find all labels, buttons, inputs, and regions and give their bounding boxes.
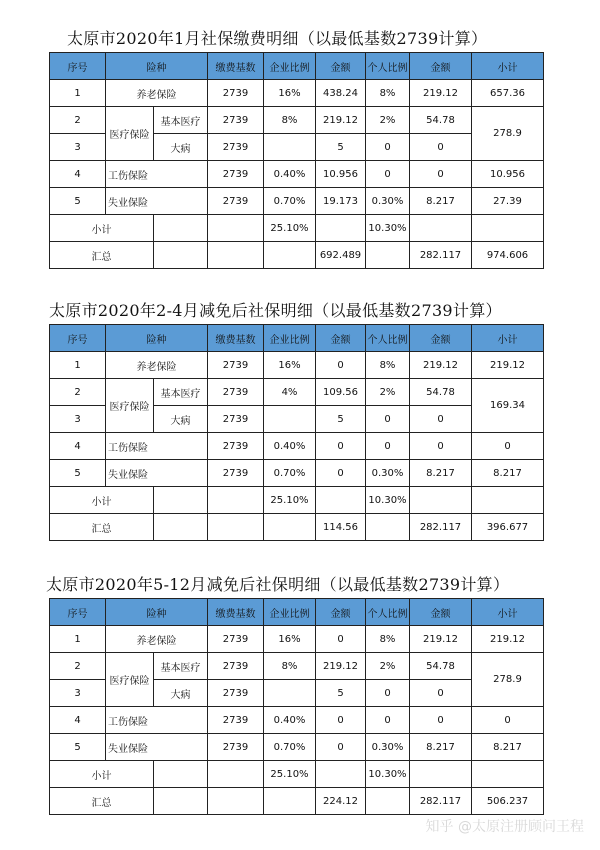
cell-type: 失业保险	[106, 734, 208, 761]
cell-company-rate: 16%	[264, 80, 316, 107]
cell-personal-rate: 10.30%	[366, 761, 410, 788]
cell-personal-amount: 282.117	[410, 242, 472, 269]
section-title: 太原市2020年5-12月减免后社保明细（以最低基数2739计算）	[46, 575, 510, 594]
cell-personal-amount: 219.12	[410, 626, 472, 653]
cell-empty	[264, 788, 316, 815]
cell-grand-total: 396.677	[472, 514, 544, 541]
cell-company-rate: 25.10%	[264, 487, 316, 514]
cell-subtotal-label: 小计	[50, 215, 154, 242]
cell-seq: 2	[50, 653, 106, 680]
cell-company-rate: 0.70%	[264, 460, 316, 487]
cell-seq: 3	[50, 680, 106, 707]
cell-personal-amount: 0	[410, 707, 472, 734]
cell-seq: 5	[50, 734, 106, 761]
cell-type: 工伤保险	[106, 433, 208, 460]
header-seq: 序号	[50, 325, 106, 352]
cell-company-rate	[264, 680, 316, 707]
cell-company-rate: 25.10%	[264, 215, 316, 242]
cell-base: 2739	[208, 161, 264, 188]
cell-medical-subtotal: 169.34	[472, 379, 544, 433]
cell-medical-subtotal: 278.9	[472, 653, 544, 707]
header-base: 缴费基数	[208, 325, 264, 352]
cell-company-rate: 0.70%	[264, 734, 316, 761]
header-personal-rate: 个人比例	[366, 53, 410, 80]
cell-company-amount: 114.56	[316, 514, 366, 541]
header-personal-rate: 个人比例	[366, 325, 410, 352]
cell-type: 大病	[154, 134, 208, 161]
cell-seq: 4	[50, 433, 106, 460]
cell-empty	[208, 761, 264, 788]
cell-personal-amount: 8.217	[410, 460, 472, 487]
cell-seq: 3	[50, 134, 106, 161]
cell-company-amount: 109.56	[316, 379, 366, 406]
cell-medical-group: 医疗保险	[106, 653, 154, 707]
cell-company-amount: 692.489	[316, 242, 366, 269]
cell-personal-rate: 0.30%	[366, 734, 410, 761]
cell-personal-rate: 8%	[366, 80, 410, 107]
cell-base: 2739	[208, 134, 264, 161]
cell-company-amount: 0	[316, 460, 366, 487]
cell-total-label: 汇总	[50, 788, 154, 815]
cell-company-amount: 0	[316, 433, 366, 460]
cell-base: 2739	[208, 188, 264, 215]
cell-company-amount: 219.12	[316, 653, 366, 680]
row-total	[50, 788, 544, 815]
cell-type: 养老保险	[106, 80, 208, 107]
cell-type: 基本医疗	[154, 107, 208, 134]
cell-seq: 1	[50, 352, 106, 379]
header-subtotal: 小计	[472, 325, 544, 352]
cell-personal-amount: 219.12	[410, 352, 472, 379]
cell-base: 2739	[208, 626, 264, 653]
cell-total-label: 汇总	[50, 242, 154, 269]
cell-type: 基本医疗	[154, 653, 208, 680]
header-company-rate: 企业比例	[264, 53, 316, 80]
cell-type: 失业保险	[106, 460, 208, 487]
cell-company-amount: 438.24	[316, 80, 366, 107]
row-subtotal	[50, 761, 544, 788]
cell-company-amount: 19.173	[316, 188, 366, 215]
cell-seq: 5	[50, 460, 106, 487]
header-type: 险种	[106, 325, 208, 352]
cell-company-amount: 219.12	[316, 107, 366, 134]
cell-seq: 1	[50, 626, 106, 653]
cell-empty	[154, 788, 208, 815]
cell-base: 2739	[208, 352, 264, 379]
row-basic-medical	[50, 653, 544, 680]
cell-grand-total: 974.606	[472, 242, 544, 269]
header-personal-amount: 金额	[410, 599, 472, 626]
cell-personal-amount: 282.117	[410, 514, 472, 541]
cell-company-amount: 0	[316, 734, 366, 761]
watermark: 知乎 @太原注册顾问王程	[425, 819, 584, 835]
cell-company-rate: 4%	[264, 379, 316, 406]
cell-empty	[366, 788, 410, 815]
header-row	[50, 599, 544, 626]
cell-personal-amount: 8.217	[410, 188, 472, 215]
cell-subtotal: 219.12	[472, 352, 544, 379]
cell-company-rate: 0.40%	[264, 433, 316, 460]
cell-personal-amount: 54.78	[410, 653, 472, 680]
cell-personal-rate: 0	[366, 406, 410, 433]
cell-type: 养老保险	[106, 352, 208, 379]
header-personal-rate: 个人比例	[366, 599, 410, 626]
cell-personal-rate: 2%	[366, 107, 410, 134]
cell-type: 养老保险	[106, 626, 208, 653]
header-company-amount: 金额	[316, 53, 366, 80]
header-personal-amount: 金额	[410, 325, 472, 352]
header-base: 缴费基数	[208, 53, 264, 80]
header-company-rate: 企业比例	[264, 325, 316, 352]
header-seq: 序号	[50, 599, 106, 626]
cell-personal-rate: 8%	[366, 626, 410, 653]
cell-medical-group: 医疗保险	[106, 379, 154, 433]
section-title: 太原市2020年2-4月减免后社保明细（以最低基数2739计算）	[49, 301, 502, 320]
cell-personal-rate: 0	[366, 707, 410, 734]
cell-personal-amount: 0	[410, 134, 472, 161]
cell-seq: 2	[50, 379, 106, 406]
cell-personal-amount: 0	[410, 406, 472, 433]
cell-company-amount: 0	[316, 707, 366, 734]
row-pension	[50, 626, 544, 653]
cell-company-rate: 8%	[264, 107, 316, 134]
cell-base: 2739	[208, 433, 264, 460]
cell-personal-amount: 282.117	[410, 788, 472, 815]
header-company-amount: 金额	[316, 325, 366, 352]
cell-personal-rate: 2%	[366, 379, 410, 406]
cell-subtotal: 219.12	[472, 626, 544, 653]
cell-seq: 3	[50, 406, 106, 433]
cell-company-amount: 0	[316, 352, 366, 379]
cell-personal-rate: 8%	[366, 352, 410, 379]
cell-personal-amount: 0	[410, 433, 472, 460]
cell-personal-rate: 10.30%	[366, 487, 410, 514]
cell-personal-rate: 0	[366, 161, 410, 188]
cell-base: 2739	[208, 460, 264, 487]
cell-subtotal: 0	[472, 433, 544, 460]
cell-empty	[410, 761, 472, 788]
cell-seq: 2	[50, 107, 106, 134]
cell-medical-group: 医疗保险	[106, 107, 154, 161]
cell-base: 2739	[208, 379, 264, 406]
cell-base: 2739	[208, 707, 264, 734]
cell-subtotal: 657.36	[472, 80, 544, 107]
cell-subtotal: 27.39	[472, 188, 544, 215]
cell-company-amount: 5	[316, 680, 366, 707]
cell-empty	[316, 761, 366, 788]
header-subtotal: 小计	[472, 599, 544, 626]
cell-company-amount: 5	[316, 134, 366, 161]
cell-type: 工伤保险	[106, 707, 208, 734]
cell-company-amount: 0	[316, 626, 366, 653]
cell-empty	[472, 761, 544, 788]
cell-company-rate: 0.40%	[264, 707, 316, 734]
cell-seq: 4	[50, 707, 106, 734]
cell-base: 2739	[208, 406, 264, 433]
cell-personal-rate: 0.30%	[366, 460, 410, 487]
cell-company-rate: 0.70%	[264, 188, 316, 215]
cell-type: 基本医疗	[154, 379, 208, 406]
header-type: 险种	[106, 599, 208, 626]
cell-personal-rate: 2%	[366, 653, 410, 680]
header-company-amount: 金额	[316, 599, 366, 626]
header-seq: 序号	[50, 53, 106, 80]
header-type: 险种	[106, 53, 208, 80]
header-personal-amount: 金额	[410, 53, 472, 80]
cell-company-rate: 25.10%	[264, 761, 316, 788]
cell-total-label: 汇总	[50, 514, 154, 541]
cell-type: 大病	[154, 406, 208, 433]
cell-company-amount: 5	[316, 406, 366, 433]
cell-company-amount: 224.12	[316, 788, 366, 815]
cell-personal-amount: 54.78	[410, 107, 472, 134]
header-base: 缴费基数	[208, 599, 264, 626]
cell-base: 2739	[208, 107, 264, 134]
cell-seq: 5	[50, 188, 106, 215]
cell-company-rate: 16%	[264, 626, 316, 653]
cell-company-rate: 8%	[264, 653, 316, 680]
row-injury	[50, 707, 544, 734]
cell-personal-rate: 0.30%	[366, 188, 410, 215]
cell-base: 2739	[208, 680, 264, 707]
cell-personal-rate: 0	[366, 433, 410, 460]
section-title: 太原市2020年1月社保缴费明细（以最低基数2739计算）	[67, 29, 488, 48]
cell-base: 2739	[208, 734, 264, 761]
cell-seq: 1	[50, 80, 106, 107]
cell-personal-amount: 0	[410, 161, 472, 188]
header-company-rate: 企业比例	[264, 599, 316, 626]
cell-personal-rate: 10.30%	[366, 215, 410, 242]
cell-seq: 4	[50, 161, 106, 188]
cell-grand-total: 506.237	[472, 788, 544, 815]
cell-company-amount: 10.956	[316, 161, 366, 188]
cell-medical-subtotal: 278.9	[472, 107, 544, 161]
header-subtotal: 小计	[472, 53, 544, 80]
cell-subtotal: 8.217	[472, 734, 544, 761]
cell-empty	[208, 788, 264, 815]
cell-personal-rate: 0	[366, 680, 410, 707]
cell-personal-amount: 0	[410, 680, 472, 707]
cell-type: 大病	[154, 680, 208, 707]
cell-subtotal-label: 小计	[50, 487, 154, 514]
cell-type: 工伤保险	[106, 161, 208, 188]
cell-personal-amount: 219.12	[410, 80, 472, 107]
cell-personal-amount: 54.78	[410, 379, 472, 406]
cell-subtotal-label: 小计	[50, 761, 154, 788]
social-insurance-table	[49, 598, 544, 815]
cell-base: 2739	[208, 80, 264, 107]
cell-base: 2739	[208, 653, 264, 680]
cell-personal-amount: 8.217	[410, 734, 472, 761]
cell-type: 失业保险	[106, 188, 208, 215]
cell-subtotal: 0	[472, 707, 544, 734]
cell-company-rate: 16%	[264, 352, 316, 379]
row-unemployment	[50, 734, 544, 761]
cell-subtotal: 8.217	[472, 460, 544, 487]
cell-empty	[154, 761, 208, 788]
cell-personal-rate: 0	[366, 134, 410, 161]
cell-subtotal: 10.956	[472, 161, 544, 188]
cell-company-rate: 0.40%	[264, 161, 316, 188]
